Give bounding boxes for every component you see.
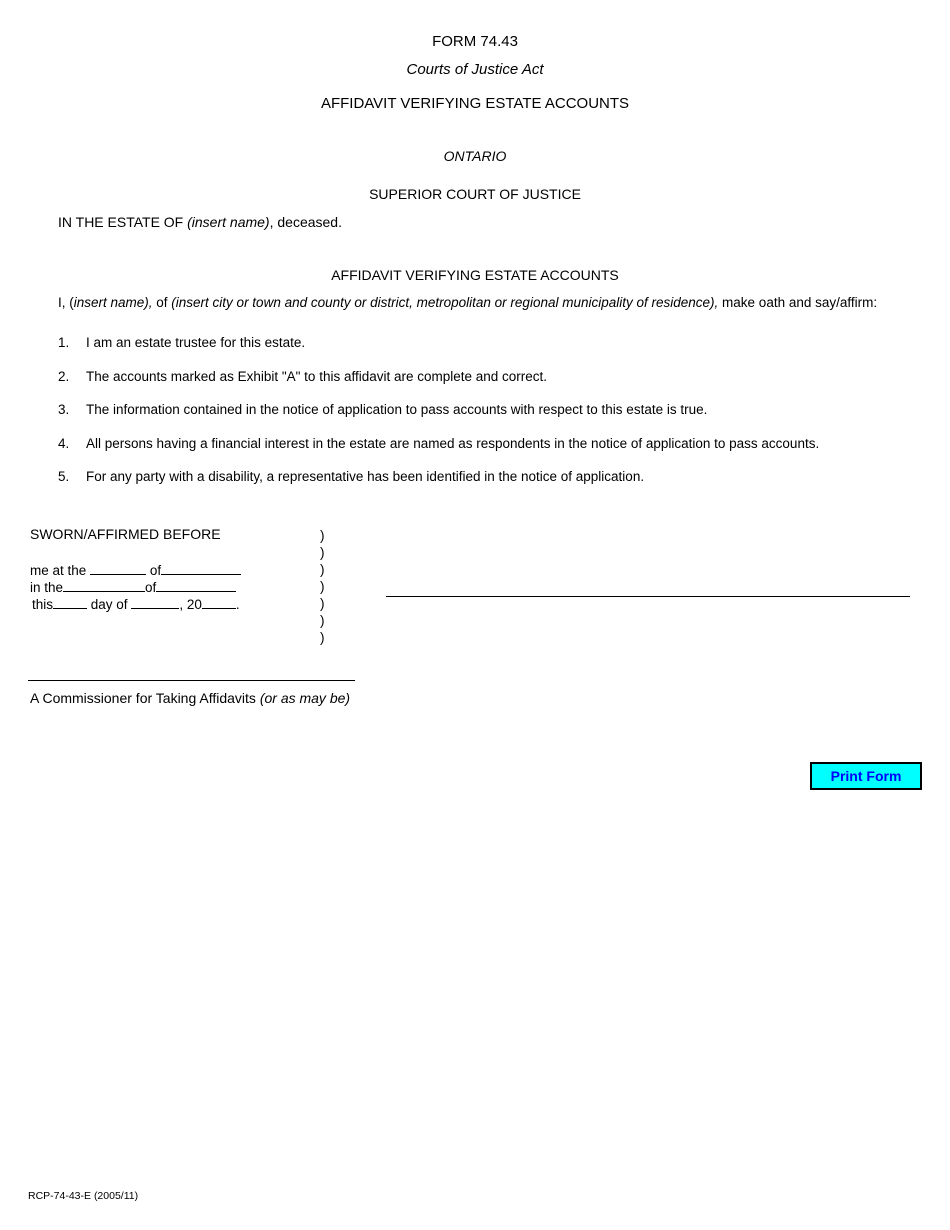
region-name-blank[interactable] bbox=[156, 579, 236, 592]
jurat-region-line bbox=[30, 579, 236, 595]
jurat-location-line bbox=[30, 562, 241, 578]
this-label: this bbox=[32, 597, 54, 612]
form-title: AFFIDAVIT VERIFYING ESTATE ACCOUNTS bbox=[320, 95, 630, 112]
paragraph-text: I am an estate trustee for this estate. bbox=[86, 335, 306, 350]
month-blank[interactable] bbox=[131, 596, 179, 609]
year-blank[interactable] bbox=[202, 596, 236, 609]
estate-suffix: , deceased. bbox=[269, 214, 342, 230]
act-name: Courts of Justice Act bbox=[406, 61, 544, 78]
of-label: of bbox=[145, 580, 157, 595]
day-of-label: day of bbox=[90, 597, 128, 612]
form-code: RCP-74-43-E (2005/11) bbox=[28, 1190, 139, 1202]
municipality-name-blank[interactable] bbox=[161, 562, 241, 575]
me-at-the-label: me at the bbox=[30, 563, 87, 578]
intro-residence: (insert city or town and county or district, metropolitan or regional municipality of residence), bbox=[171, 295, 719, 310]
parenthesis: ) bbox=[320, 528, 325, 543]
commissioner-label bbox=[30, 690, 350, 706]
intro-a: I, ( bbox=[58, 295, 74, 310]
parenthesis: ) bbox=[320, 579, 325, 594]
parenthesis: ) bbox=[320, 630, 325, 645]
paragraph-text: The accounts marked as Exhibit "A" to this affidavit are complete and correct. bbox=[86, 369, 548, 384]
paragraph-text: For any party with a disability, a representative has been identified in the notice of application. bbox=[86, 469, 645, 484]
paragraph-number: 1. bbox=[58, 335, 70, 350]
court-name: SUPERIOR COURT OF JUSTICE bbox=[369, 186, 581, 202]
paragraph-text: All persons having a financial interest in the estate are named as respondents in the notice of application to pass accounts. bbox=[86, 436, 820, 451]
paragraph-number: 5. bbox=[58, 469, 70, 484]
parenthesis: ) bbox=[320, 596, 325, 611]
commissioner-signature-line[interactable] bbox=[28, 680, 355, 681]
estate-line bbox=[58, 214, 342, 230]
affidavit-intro bbox=[58, 295, 877, 310]
deponent-signature-line[interactable] bbox=[386, 596, 910, 597]
commissioner-qualifier: (or as may be) bbox=[259, 690, 351, 706]
intro-c: make oath and say/affirm: bbox=[718, 295, 878, 310]
paragraph-number: 2. bbox=[58, 369, 70, 384]
day-blank[interactable] bbox=[53, 596, 87, 609]
of-label: of bbox=[149, 563, 162, 578]
estate-insert-name: (insert name) bbox=[187, 214, 270, 230]
paragraph-text: The information contained in the notice of application to pass accounts with respect to this estate is true. bbox=[86, 402, 708, 417]
jurat-date-line bbox=[32, 596, 240, 612]
province: ONTARIO bbox=[443, 148, 507, 164]
region-type-blank[interactable] bbox=[63, 579, 145, 592]
parenthesis: ) bbox=[320, 545, 325, 560]
intro-name: insert name), bbox=[73, 295, 153, 310]
affidavit-heading: AFFIDAVIT VERIFYING ESTATE ACCOUNTS bbox=[331, 267, 619, 283]
paragraph-number: 3. bbox=[58, 402, 70, 417]
municipality-type-blank[interactable] bbox=[90, 562, 146, 575]
year-label: , 20 bbox=[179, 597, 202, 612]
period: . bbox=[235, 597, 240, 612]
parenthesis: ) bbox=[320, 562, 325, 577]
in-the-label: in the bbox=[30, 580, 64, 595]
intro-b: of bbox=[152, 295, 172, 310]
sworn-label: SWORN/AFFIRMED BEFORE bbox=[30, 526, 221, 542]
print-form-button[interactable]: Print Form bbox=[810, 762, 922, 790]
estate-prefix: IN THE ESTATE OF bbox=[58, 214, 188, 230]
paragraph-number: 4. bbox=[58, 436, 70, 451]
commissioner-text: A Commissioner for Taking Affidavits bbox=[30, 690, 260, 706]
form-number: FORM 74.43 bbox=[432, 33, 518, 50]
parenthesis: ) bbox=[320, 613, 325, 628]
